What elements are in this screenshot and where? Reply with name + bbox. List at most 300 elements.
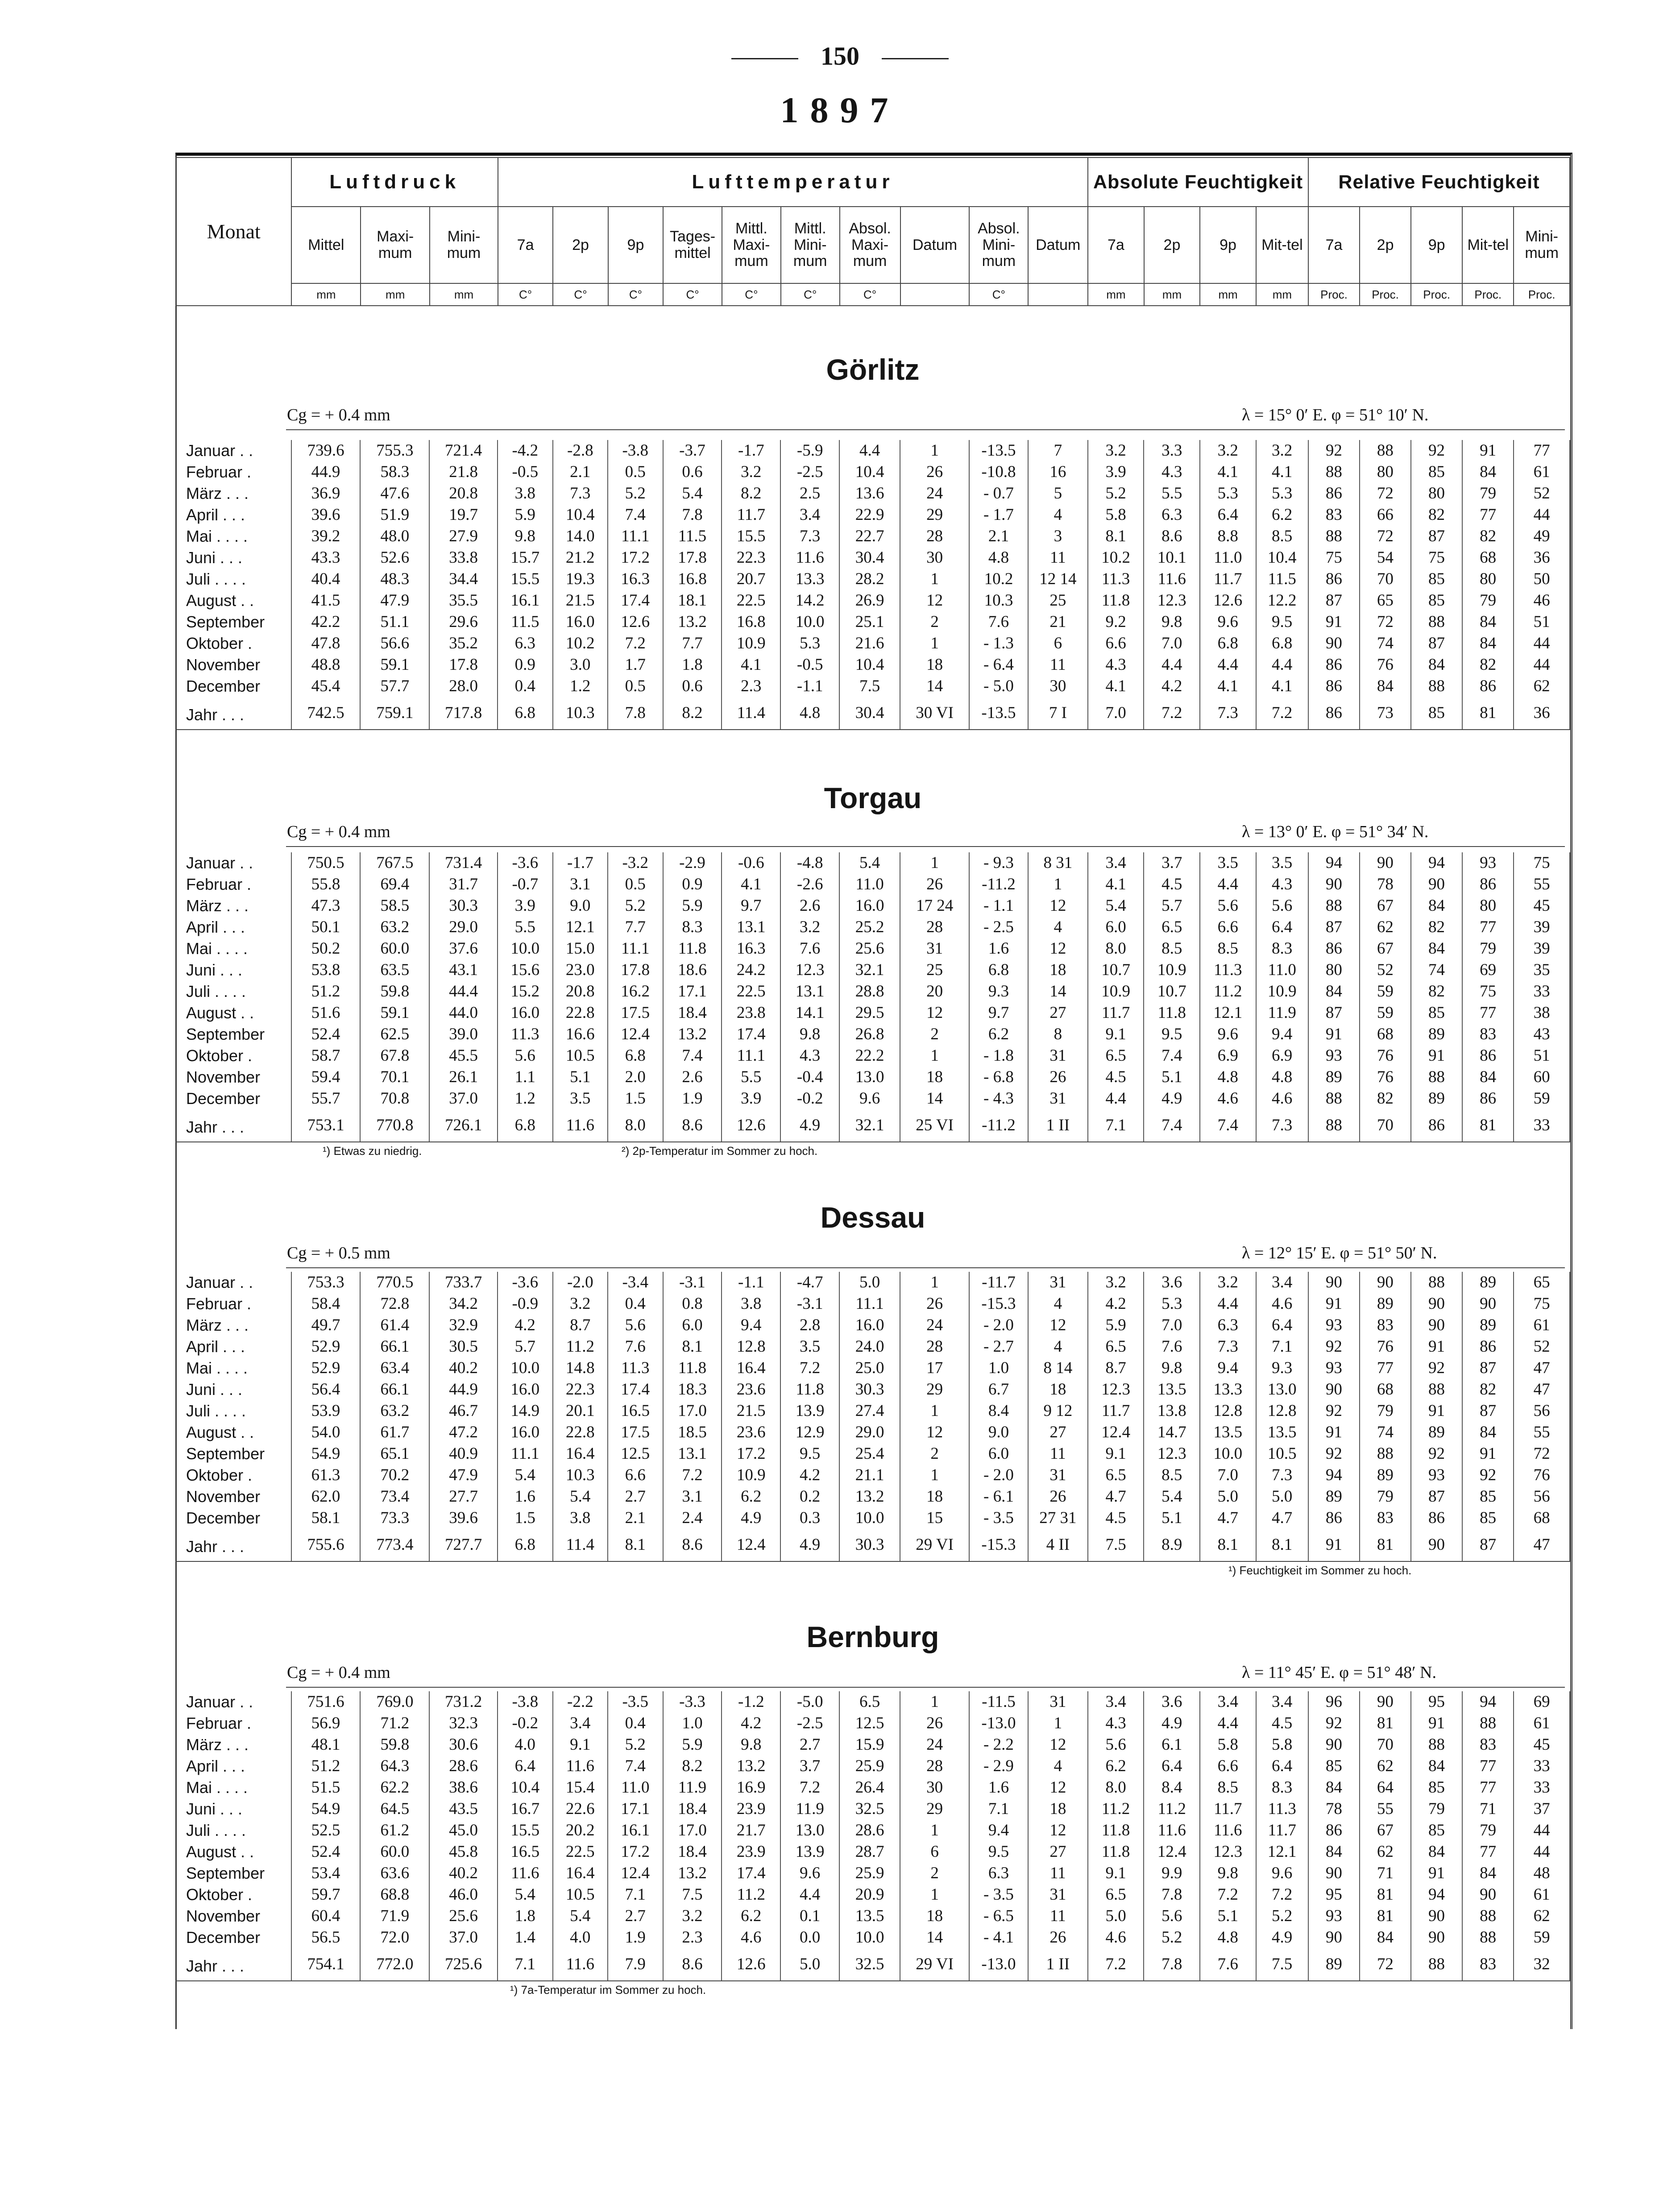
data-cell: 3.7 [780,1756,839,1777]
data-cell: 84 [1360,1927,1411,1948]
data-cell: 12.4 [608,1863,663,1884]
table-row [175,633,1570,654]
data-cell: 10.3 [553,697,608,730]
data-cell: 8.4 [1144,1777,1200,1798]
month-label: April . . . [175,917,291,938]
data-cell: 29 VI [900,1948,969,1981]
data-cell: 9.8 [1144,611,1200,633]
data-cell: 6.0 [663,1315,722,1336]
data-cell: - 1.7 [969,504,1028,526]
header-column: Absol. Maxi-mum [840,207,900,283]
data-cell: 12 14 [1028,569,1088,590]
data-cell: 4.8 [1256,1067,1308,1088]
data-cell: 90 [1411,874,1462,895]
data-cell: 88 [1308,895,1360,917]
data-cell: 3.5 [780,1336,839,1357]
data-cell: 77 [1462,917,1514,938]
data-cell: 17.8 [663,547,722,569]
data-cell: 87 [1308,1002,1360,1024]
data-cell: 5.9 [498,504,552,526]
data-cell: 7.5 [1088,1529,1144,1561]
month-label: Juli . . . . [175,1820,291,1841]
data-cell: 12.5 [608,1443,663,1465]
data-cell: 1.7 [608,654,663,676]
data-cell: 59 [1360,1002,1411,1024]
data-cell: 717.8 [429,697,498,730]
data-cell: 16.1 [498,590,552,611]
data-cell: 51.6 [291,1002,361,1024]
data-cell: 7.4 [1144,1109,1200,1142]
table-row [175,1798,1570,1820]
data-cell: 32.5 [839,1948,900,1981]
data-cell: 12.8 [1200,1400,1256,1422]
data-cell: 0.2 [780,1486,839,1507]
data-cell: 8.5 [1200,938,1256,959]
data-cell: 8.6 [663,1529,722,1561]
station-rule [286,846,1565,847]
data-cell: 12.1 [1200,1002,1256,1024]
data-cell: 27.4 [839,1400,900,1422]
data-cell: 2.5 [780,483,839,504]
data-cell: 36 [1514,697,1570,730]
data-cell: 53.8 [291,959,361,981]
data-cell: 11.0 [1200,547,1256,569]
data-cell: 7.6 [969,611,1028,633]
data-cell: 5.8 [1256,1734,1308,1756]
data-cell: 87 [1462,1529,1514,1561]
data-cell: 96 [1308,1691,1360,1713]
data-cell: 6.3 [1200,1315,1256,1336]
data-cell: 1.6 [498,1486,552,1507]
data-cell: 7.6 [780,938,839,959]
table-row [175,654,1570,676]
data-cell: 81 [1462,697,1514,730]
data-cell: 12.3 [1144,1443,1200,1465]
data-cell: 767.5 [360,852,429,874]
data-cell: 1 [900,440,969,461]
data-cell: 89 [1308,1486,1360,1507]
data-cell: 10.0 [498,938,552,959]
data-cell: 85 [1411,569,1462,590]
month-label: Jahr . . . [175,1948,291,1981]
data-cell: 4.3 [1256,874,1308,895]
data-cell: 26.9 [839,590,900,611]
data-cell: 8.2 [722,483,780,504]
data-cell: 91 [1411,1400,1462,1422]
data-cell: 54.0 [291,1422,361,1443]
data-cell: 7.2 [1088,1948,1144,1981]
data-cell: 3.4 [553,1713,608,1734]
data-cell: 51.1 [360,611,429,633]
data-cell: 1.2 [553,676,608,697]
data-cell: 11.0 [1256,959,1308,981]
header-column: 7a [1088,207,1144,283]
data-cell: 9.1 [553,1734,608,1756]
data-cell: 52.9 [291,1336,361,1357]
table-row [175,526,1570,547]
month-label: Jahr . . . [175,1529,291,1561]
data-cell: 9 12 [1028,1400,1088,1422]
data-cell: 6.9 [1256,1045,1308,1067]
data-cell: 1.6 [969,1777,1028,1798]
data-cell: 25 VI [900,1109,969,1142]
data-cell: 84 [1411,938,1462,959]
data-cell: 3.2 [1200,1272,1256,1293]
data-cell: 3.4 [1256,1272,1308,1293]
data-cell: -13.0 [969,1948,1028,1981]
data-cell: 5.6 [1144,1905,1200,1927]
data-cell: -3.8 [608,440,663,461]
data-cell: 65 [1514,1272,1570,1293]
data-cell: 1 [900,1884,969,1905]
data-cell: 2.7 [608,1486,663,1507]
data-cell: 9.4 [722,1315,780,1336]
data-cell: 76 [1360,1067,1411,1088]
data-cell: 770.8 [360,1109,429,1142]
table-row [175,611,1570,633]
data-cell: 85 [1308,1756,1360,1777]
data-cell: 39.2 [291,526,361,547]
data-cell: 82 [1360,1088,1411,1109]
data-cell: 3.9 [722,1088,780,1109]
data-cell: 30 [1028,676,1088,697]
data-cell: 31 [1028,1272,1088,1293]
data-cell: 70 [1360,569,1411,590]
data-cell: 17.1 [608,1798,663,1820]
data-cell: 29 VI [900,1529,969,1561]
data-cell: 32 [1514,1948,1570,1981]
data-cell: 3 [1028,526,1088,547]
data-cell: 33 [1514,1777,1570,1798]
data-cell: 57.7 [360,676,429,697]
data-cell: 9.6 [780,1863,839,1884]
data-cell: 28 [900,917,969,938]
data-cell: 44 [1514,654,1570,676]
data-cell: -3.8 [498,1691,552,1713]
data-cell: 83 [1308,504,1360,526]
data-cell: 84 [1462,611,1514,633]
data-cell: 10.5 [1256,1443,1308,1465]
data-cell: 8.7 [1088,1357,1144,1379]
data-cell: 51.2 [291,981,361,1002]
data-cell: 43.3 [291,547,361,569]
month-label: Mai . . . . [175,1777,291,1798]
data-cell: 13.5 [1144,1379,1200,1400]
data-cell: 9.1 [1088,1863,1144,1884]
data-cell: 3.5 [1200,852,1256,874]
data-cell: 93 [1462,852,1514,874]
data-cell: 5.2 [608,483,663,504]
data-cell: 28 [900,1756,969,1777]
data-cell: 61.7 [360,1422,429,1443]
table-row [175,1841,1570,1863]
data-cell: 32.9 [429,1315,498,1336]
data-cell: 27 [1028,1841,1088,1863]
data-cell: 8.3 [1256,938,1308,959]
station-table [175,440,1570,730]
data-cell: 5.0 [1088,1905,1144,1927]
data-cell: 0.1 [780,1905,839,1927]
data-cell: 4.7 [1088,1486,1144,1507]
data-cell: 70.2 [360,1465,429,1486]
data-cell: 8.5 [1144,938,1200,959]
data-cell: 3.4 [780,504,839,526]
month-label: August . . [175,1422,291,1443]
data-cell: 44 [1514,504,1570,526]
page-number-text: 150 [821,42,859,71]
data-cell: -1.7 [722,440,780,461]
table-row [175,1777,1570,1798]
month-label: Juli . . . . [175,981,291,1002]
data-cell: 60 [1514,1067,1570,1088]
data-cell: 6.8 [969,959,1028,981]
data-cell: 4.4 [1200,1713,1256,1734]
data-cell: 5.0 [839,1272,900,1293]
data-cell: 15.7 [498,547,552,569]
data-cell: 52.4 [291,1841,361,1863]
data-cell: 3.1 [553,874,608,895]
month-label: Februar . [175,1713,291,1734]
data-cell: 0.3 [780,1507,839,1529]
data-cell: - 2.9 [969,1756,1028,1777]
data-cell: 8 [1028,1024,1088,1045]
month-label: August . . [175,1841,291,1863]
month-label: März . . . [175,1315,291,1336]
data-cell: 11 [1028,1905,1088,1927]
data-cell: 7.2 [780,1357,839,1379]
data-cell: 23.6 [722,1422,780,1443]
data-cell: 45.0 [429,1820,498,1841]
data-cell: 12.5 [839,1713,900,1734]
data-cell: 10.4 [1256,547,1308,569]
data-cell: 61 [1514,1315,1570,1336]
data-cell: 90 [1308,1863,1360,1884]
data-cell: -0.6 [722,852,780,874]
data-cell: 45.4 [291,676,361,697]
month-label: September [175,611,291,633]
data-cell: 4.8 [1200,1067,1256,1088]
data-cell: - 2.0 [969,1315,1028,1336]
table-row [175,1400,1570,1422]
data-cell: 11.3 [1088,569,1144,590]
data-cell: -3.1 [780,1293,839,1315]
data-cell: -15.3 [969,1529,1028,1561]
data-cell: 5.1 [1200,1905,1256,1927]
data-cell: 10.4 [498,1777,552,1798]
data-cell: 11.8 [1088,590,1144,611]
data-cell: 84 [1462,461,1514,483]
data-cell: 85 [1411,590,1462,611]
station-rule [286,429,1565,430]
data-cell: 11.6 [780,547,839,569]
table-row [175,852,1570,874]
data-cell: 1 [900,1820,969,1841]
data-cell: 10.2 [553,633,608,654]
data-cell: 72.8 [360,1293,429,1315]
data-cell: 7.0 [1200,1465,1256,1486]
data-cell: 7.1 [969,1798,1028,1820]
data-cell: 59.1 [360,654,429,676]
data-cell: 26 [1028,1486,1088,1507]
data-cell: 14.9 [498,1400,552,1422]
table-row [175,1443,1570,1465]
header-unit: mm [1256,283,1308,306]
footnote: ²) 2p-Temperatur im Sommer zu hoch. [622,1144,818,1158]
data-cell: 86 [1308,569,1360,590]
data-cell: 16.0 [553,611,608,633]
data-cell: 22.9 [839,504,900,526]
header-unit: C° [498,283,553,306]
data-cell: 9.6 [1200,1024,1256,1045]
data-cell: 72 [1360,611,1411,633]
data-cell: 88 [1411,1379,1462,1400]
data-cell: 8.5 [1256,526,1308,547]
data-cell: 83 [1462,1734,1514,1756]
data-cell: 4.2 [498,1315,552,1336]
data-cell: 58.1 [291,1507,361,1529]
data-cell: 6.6 [1200,917,1256,938]
data-cell: 32.1 [839,1109,900,1142]
data-cell: 7.4 [608,1756,663,1777]
data-cell: 8.6 [1144,526,1200,547]
data-cell: 31 [1028,1884,1088,1905]
data-cell: 3.2 [1088,440,1144,461]
data-cell: 11.9 [663,1777,722,1798]
data-cell: 84 [1411,1841,1462,1863]
data-cell: 6.4 [1256,1756,1308,1777]
data-cell: 5.5 [722,1067,780,1088]
data-cell: 77 [1462,1002,1514,1024]
data-cell: 4.9 [1256,1927,1308,1948]
data-cell: 80 [1308,959,1360,981]
page-number-rule-right [882,58,949,59]
data-cell: 84 [1462,633,1514,654]
data-cell: 11.3 [1256,1798,1308,1820]
table-row [175,676,1570,697]
month-label: Februar . [175,1293,291,1315]
data-cell: 25.9 [839,1863,900,1884]
data-cell: 89 [1462,1272,1514,1293]
data-cell: 76 [1360,1336,1411,1357]
data-cell: -3.2 [608,852,663,874]
data-cell: 7.2 [1256,1884,1308,1905]
table-row [175,1905,1570,1927]
table-row [175,917,1570,938]
data-cell: 16.8 [722,611,780,633]
data-cell: 7.8 [1144,1948,1200,1981]
data-cell: 84 [1462,1067,1514,1088]
data-cell: 755.3 [360,440,429,461]
data-cell: 2.1 [553,461,608,483]
data-cell: 18 [900,1486,969,1507]
data-cell: 30.3 [839,1379,900,1400]
data-cell: 22.5 [553,1841,608,1863]
data-cell: 12.6 [722,1109,780,1142]
data-cell: 0.9 [663,874,722,895]
data-cell: 76 [1360,1045,1411,1067]
data-cell: 25.2 [839,917,900,938]
data-cell: 90 [1308,1379,1360,1400]
month-label: November [175,1067,291,1088]
data-cell: 87 [1462,1357,1514,1379]
data-cell: 52 [1514,483,1570,504]
data-cell: 4.5 [1088,1507,1144,1529]
data-cell: 64.5 [360,1798,429,1820]
data-cell: 4.6 [1256,1293,1308,1315]
data-cell: 91 [1411,1863,1462,1884]
data-cell: 72 [1360,483,1411,504]
data-cell: -4.2 [498,440,552,461]
data-cell: 5.3 [1144,1293,1200,1315]
data-cell: 72 [1360,526,1411,547]
header-unit: C° [722,283,781,306]
data-cell: 55 [1514,874,1570,895]
data-cell: 11.8 [663,1357,722,1379]
data-cell: 37 [1514,1798,1570,1820]
data-cell: 61.4 [360,1315,429,1336]
data-cell: 59.8 [360,1734,429,1756]
data-cell: 11.0 [839,874,900,895]
data-cell: 84 [1308,981,1360,1002]
data-cell: 13.2 [663,1024,722,1045]
data-cell: 45 [1514,1734,1570,1756]
data-cell: 94 [1462,1691,1514,1713]
table-row [175,1088,1570,1109]
data-cell: 51 [1514,1045,1570,1067]
data-cell: 30 VI [900,697,969,730]
data-cell: 68 [1360,1024,1411,1045]
data-cell: 8.1 [1256,1529,1308,1561]
data-cell: 11.6 [1200,1820,1256,1841]
data-cell: 68.8 [360,1884,429,1905]
header-column: 2p [1360,207,1411,283]
data-cell: 10.7 [1144,981,1200,1002]
data-cell: 20.8 [429,483,498,504]
data-cell: 733.7 [429,1272,498,1293]
data-cell: 1.9 [663,1088,722,1109]
month-label: Juni . . . [175,1379,291,1400]
data-cell: 78 [1360,874,1411,895]
data-cell: 82 [1462,526,1514,547]
month-label: Jahr . . . [175,1109,291,1142]
data-cell: - 3.5 [969,1884,1028,1905]
data-cell: 76 [1514,1465,1570,1486]
data-cell: 17.5 [608,1002,663,1024]
data-cell: -15.3 [969,1293,1028,1315]
data-cell: 6.6 [1088,633,1144,654]
data-cell: 3.1 [663,1486,722,1507]
data-cell: 56 [1514,1486,1570,1507]
data-cell: 44.4 [429,981,498,1002]
data-cell: -2.9 [663,852,722,874]
data-cell: 5.6 [1200,895,1256,917]
data-cell: 67 [1360,1820,1411,1841]
data-cell: 90 [1462,1293,1514,1315]
data-cell: 18.4 [663,1798,722,1820]
data-cell: 47 [1514,1529,1570,1561]
data-cell: 29.5 [839,1002,900,1024]
data-cell: -11.5 [969,1691,1028,1713]
data-cell: 14.2 [780,590,839,611]
data-cell: 7.4 [1144,1045,1200,1067]
month-label: August . . [175,590,291,611]
data-cell: - 2.0 [969,1465,1028,1486]
data-cell: 9.1 [1088,1024,1144,1045]
data-cell: 16.3 [608,569,663,590]
data-cell: 9.8 [722,1734,780,1756]
data-cell: 6.2 [1088,1756,1144,1777]
data-cell: 5.0 [1256,1486,1308,1507]
